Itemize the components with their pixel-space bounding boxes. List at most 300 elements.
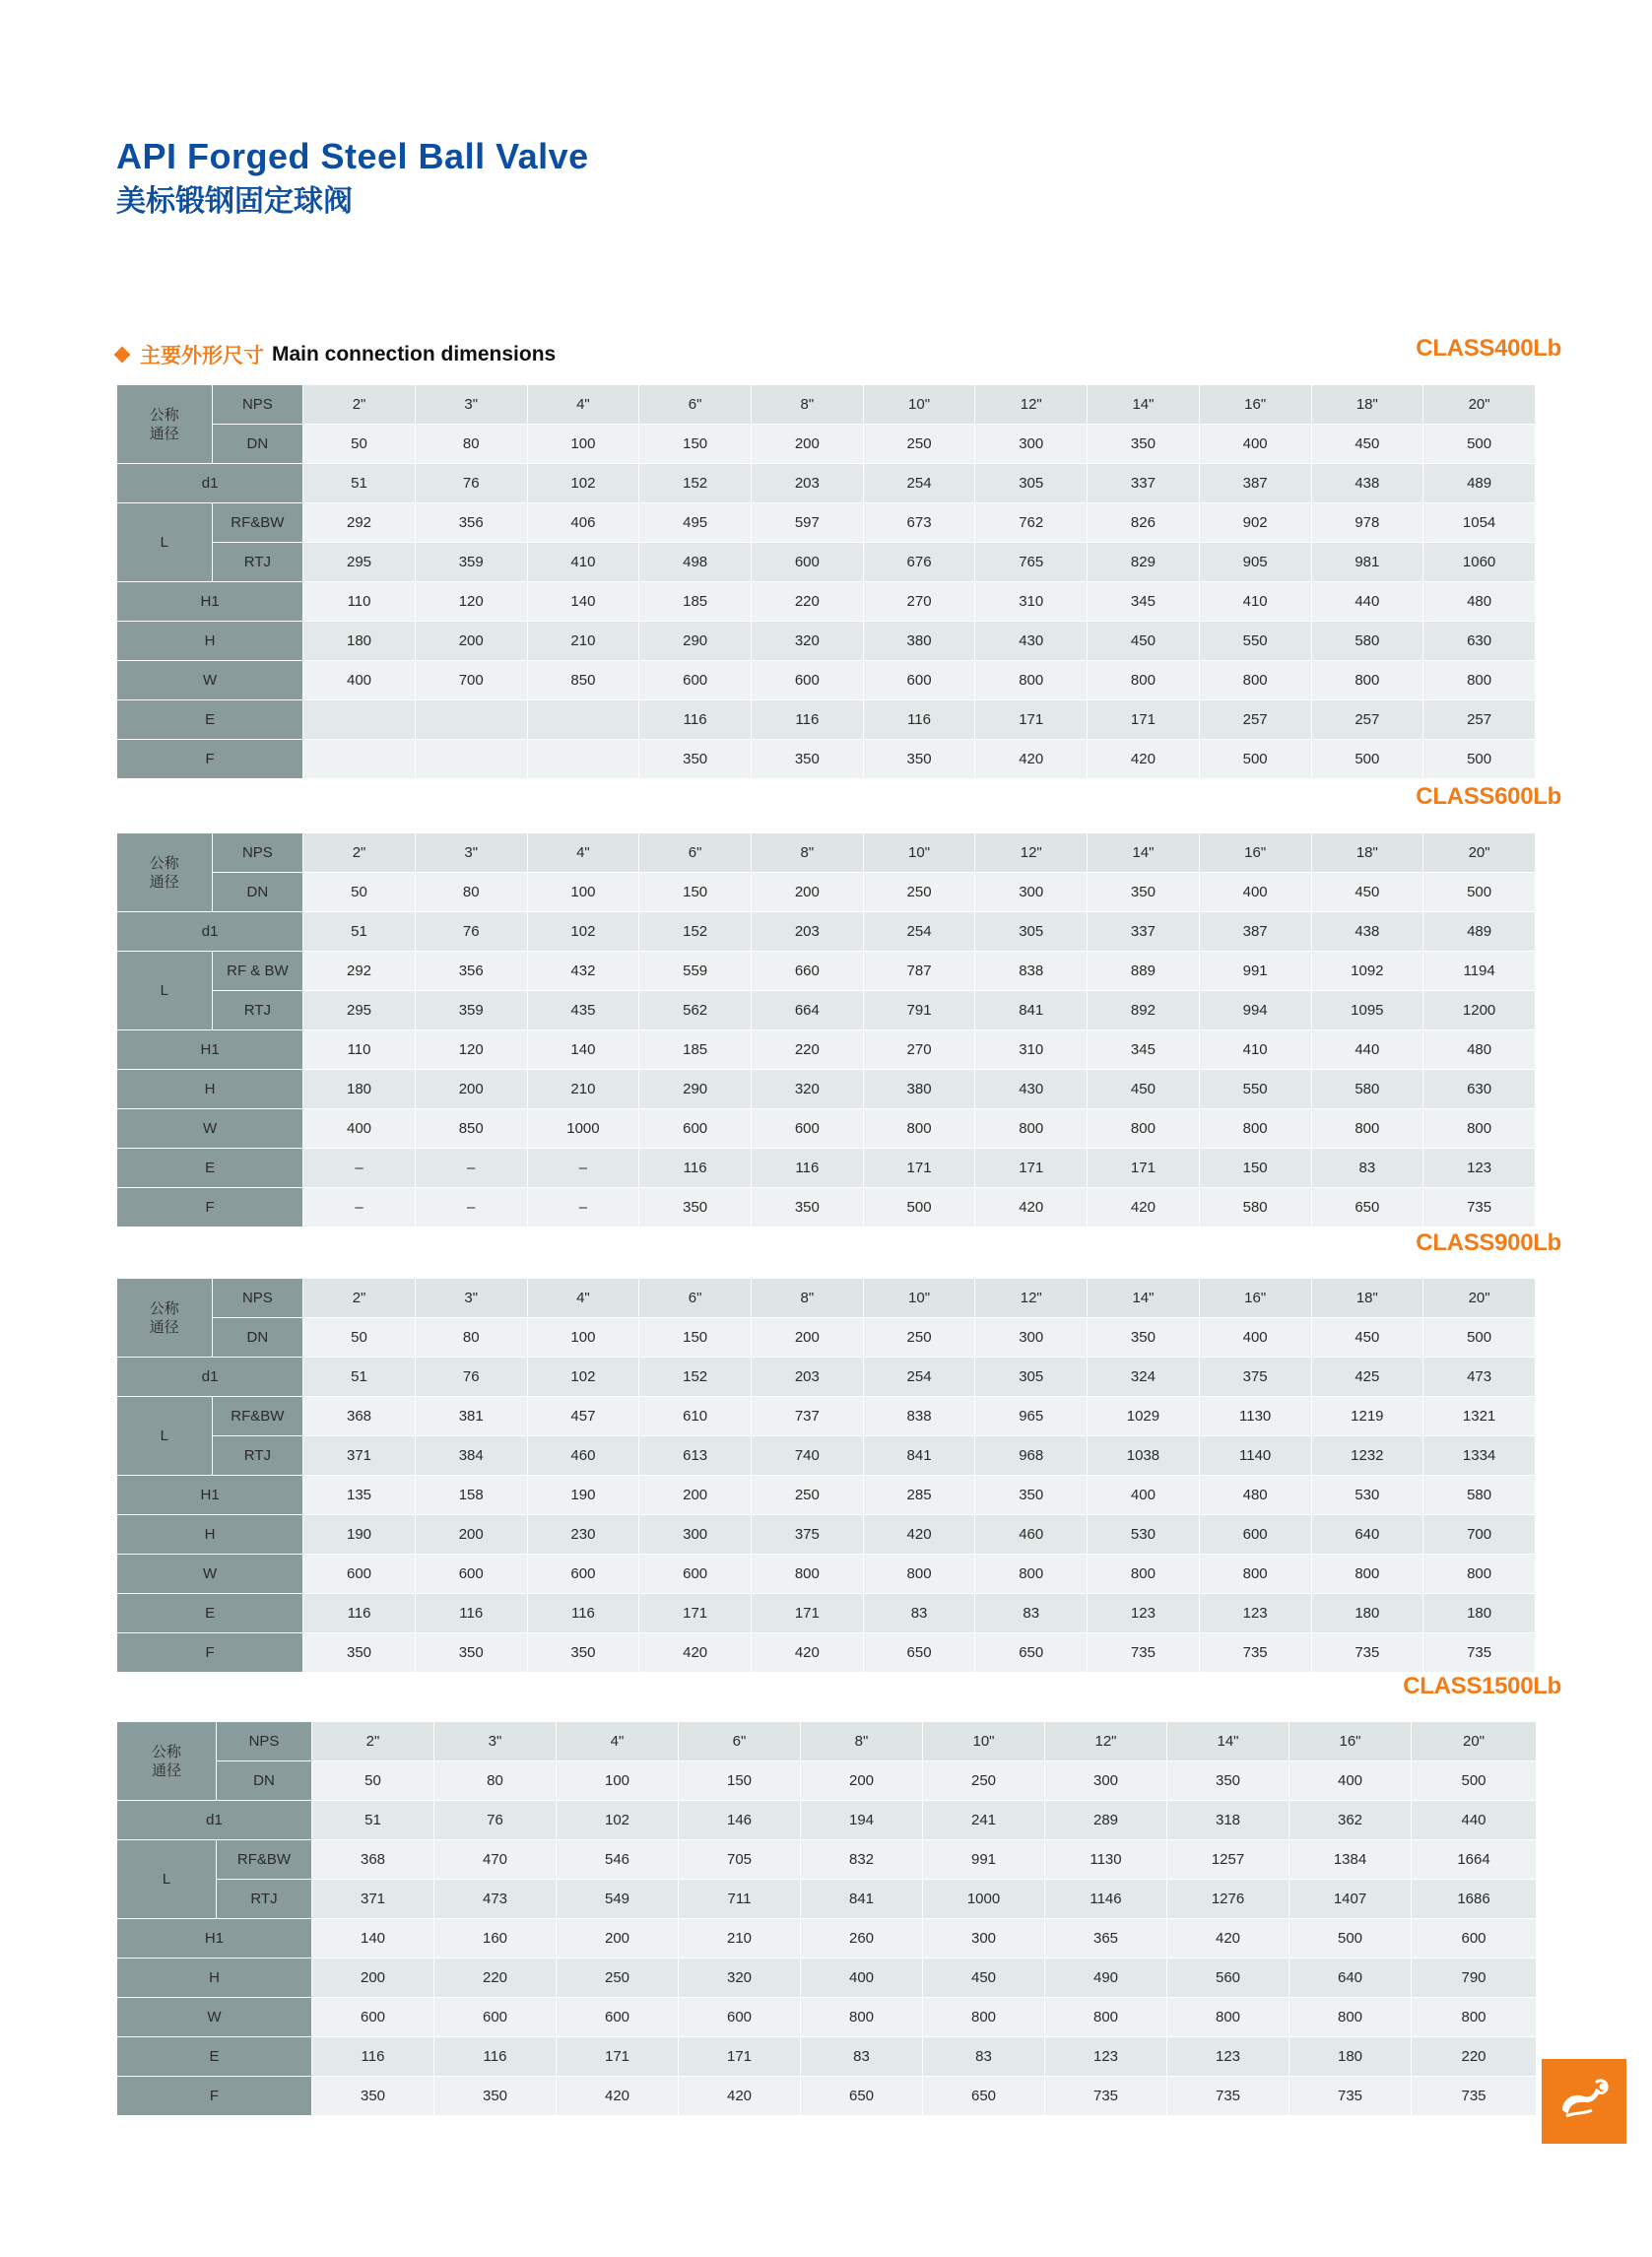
cell-nps-4: 8" bbox=[751, 833, 863, 873]
cell-w-7: 800 bbox=[1167, 1998, 1289, 2037]
table-row bbox=[117, 1880, 1537, 1919]
cell-nps-9: 18" bbox=[1311, 1279, 1423, 1318]
table-row bbox=[117, 912, 1536, 952]
cell-rfbw-10: 1321 bbox=[1423, 1397, 1536, 1436]
cell-e-2: 171 bbox=[557, 2037, 679, 2077]
cell-h-8: 600 bbox=[1199, 1515, 1311, 1555]
row-label-e: E bbox=[117, 1594, 303, 1633]
cell-h-3: 290 bbox=[639, 1070, 752, 1109]
cell-d1-9: 438 bbox=[1311, 464, 1423, 503]
cell-rfbw-5: 991 bbox=[923, 1840, 1045, 1880]
cell-d1-0: 51 bbox=[303, 464, 416, 503]
cell-nps-4: 8" bbox=[801, 1722, 923, 1761]
cell-d1-3: 152 bbox=[639, 1358, 752, 1397]
row-label-e: E bbox=[117, 1149, 303, 1188]
cell-h1-10: 480 bbox=[1423, 582, 1536, 622]
cell-rtj-9: 1232 bbox=[1311, 1436, 1423, 1476]
cell-f-4: 420 bbox=[751, 1633, 863, 1673]
table-row bbox=[117, 582, 1536, 622]
cell-dn-0: 50 bbox=[303, 1318, 416, 1358]
cell-d1-1: 76 bbox=[415, 912, 527, 952]
cell-d1-5: 241 bbox=[923, 1801, 1045, 1840]
cell-nps-2: 4" bbox=[527, 1279, 639, 1318]
cell-dn-8: 400 bbox=[1289, 1761, 1412, 1801]
cell-d1-0: 51 bbox=[303, 1358, 416, 1397]
cell-d1-5: 254 bbox=[863, 912, 975, 952]
table-row bbox=[117, 1149, 1536, 1188]
cell-rfbw-6: 965 bbox=[975, 1397, 1088, 1436]
cell-d1-1: 76 bbox=[415, 1358, 527, 1397]
table-row bbox=[117, 1919, 1537, 1958]
cell-f-6: 735 bbox=[1045, 2077, 1167, 2116]
cell-dn-0: 50 bbox=[303, 425, 416, 464]
cell-nps-2: 4" bbox=[527, 833, 639, 873]
cell-d1-8: 362 bbox=[1289, 1801, 1412, 1840]
cell-h1-2: 140 bbox=[527, 582, 639, 622]
cell-h1-9: 440 bbox=[1311, 1030, 1423, 1070]
cell-f-1: 350 bbox=[434, 2077, 557, 2116]
cell-h-7: 450 bbox=[1088, 622, 1200, 661]
cell-dn-0: 50 bbox=[312, 1761, 434, 1801]
cell-w-9: 800 bbox=[1311, 1555, 1423, 1594]
cell-h-6: 490 bbox=[1045, 1958, 1167, 1998]
row-label-l: L bbox=[117, 503, 213, 582]
cell-rtj-6: 765 bbox=[975, 543, 1088, 582]
cell-w-10: 800 bbox=[1423, 1555, 1536, 1594]
table-row bbox=[117, 464, 1536, 503]
cell-w-4: 800 bbox=[751, 1555, 863, 1594]
cell-dn-9: 450 bbox=[1311, 1318, 1423, 1358]
row-label-rf-bw: RF&BW bbox=[217, 1840, 312, 1880]
cell-dn-5: 250 bbox=[923, 1761, 1045, 1801]
class-label-900: CLASS900Lb bbox=[1416, 1229, 1561, 1256]
cell-rfbw-9: 1219 bbox=[1311, 1397, 1423, 1436]
row-label-rtj: RTJ bbox=[212, 543, 303, 582]
cell-h-0: 180 bbox=[303, 622, 416, 661]
table-row bbox=[117, 952, 1536, 991]
cell-rfbw-9: 978 bbox=[1311, 503, 1423, 543]
cell-rtj-2: 435 bbox=[527, 991, 639, 1030]
cell-dn-2: 100 bbox=[527, 425, 639, 464]
cell-e-8: 150 bbox=[1199, 1149, 1311, 1188]
cell-f-2: 420 bbox=[557, 2077, 679, 2116]
cell-f-8: 735 bbox=[1199, 1633, 1311, 1673]
row-label-nominal-diameter: 公称 通径 bbox=[117, 833, 213, 912]
cell-f-5: 500 bbox=[863, 1188, 975, 1228]
cell-rtj-10: 1060 bbox=[1423, 543, 1536, 582]
row-label-w: W bbox=[117, 1555, 303, 1594]
cell-rtj-4: 841 bbox=[801, 1880, 923, 1919]
table-row bbox=[117, 1998, 1537, 2037]
cell-e-2: – bbox=[527, 1149, 639, 1188]
cell-w-6: 800 bbox=[975, 1109, 1088, 1149]
row-label-nominal-diameter: 公称 通径 bbox=[117, 1722, 217, 1801]
cell-nps-9: 18" bbox=[1311, 833, 1423, 873]
table-row bbox=[117, 1109, 1536, 1149]
cell-f-4: 650 bbox=[801, 2077, 923, 2116]
cell-nps-2: 4" bbox=[557, 1722, 679, 1761]
cell-nps-3: 6" bbox=[639, 385, 752, 425]
cell-d1-4: 203 bbox=[751, 912, 863, 952]
cell-dn-7: 350 bbox=[1088, 1318, 1200, 1358]
table-row bbox=[117, 700, 1536, 740]
cell-d1-3: 146 bbox=[679, 1801, 801, 1840]
cell-w-2: 600 bbox=[527, 1555, 639, 1594]
table-row bbox=[117, 1436, 1536, 1476]
cell-dn-1: 80 bbox=[415, 425, 527, 464]
cell-h1-10: 480 bbox=[1423, 1030, 1536, 1070]
cell-w-5: 800 bbox=[863, 1555, 975, 1594]
cell-rfbw-8: 1130 bbox=[1199, 1397, 1311, 1436]
cell-d1-2: 102 bbox=[527, 464, 639, 503]
cell-f-7: 420 bbox=[1088, 1188, 1200, 1228]
row-label-d1: d1 bbox=[117, 912, 303, 952]
cell-f-4: 350 bbox=[751, 740, 863, 779]
cell-rtj-9: 981 bbox=[1311, 543, 1423, 582]
table-row bbox=[117, 503, 1536, 543]
cell-rtj-0: 371 bbox=[312, 1880, 434, 1919]
cell-w-9: 800 bbox=[1311, 1109, 1423, 1149]
cell-nps-5: 10" bbox=[863, 833, 975, 873]
cell-rfbw-1: 356 bbox=[415, 952, 527, 991]
cell-nps-5: 10" bbox=[863, 385, 975, 425]
cell-rtj-3: 613 bbox=[639, 1436, 752, 1476]
cell-e-5: 116 bbox=[863, 700, 975, 740]
cell-e-2: 116 bbox=[527, 1594, 639, 1633]
cell-e-1: 116 bbox=[415, 1594, 527, 1633]
cell-h-7: 530 bbox=[1088, 1515, 1200, 1555]
cell-h1-0: 110 bbox=[303, 582, 416, 622]
cell-nps-2: 4" bbox=[527, 385, 639, 425]
cell-rtj-6: 841 bbox=[975, 991, 1088, 1030]
cell-rtj-3: 562 bbox=[639, 991, 752, 1030]
cell-nps-10: 20" bbox=[1423, 833, 1536, 873]
cell-nps-10: 20" bbox=[1423, 1279, 1536, 1318]
cell-f-0: – bbox=[303, 1188, 416, 1228]
cell-h1-4: 220 bbox=[751, 582, 863, 622]
cell-h-10: 630 bbox=[1423, 1070, 1536, 1109]
cell-e-0: – bbox=[303, 1149, 416, 1188]
cell-rtj-7: 1276 bbox=[1167, 1880, 1289, 1919]
cell-h-4: 400 bbox=[801, 1958, 923, 1998]
cell-d1-7: 337 bbox=[1088, 912, 1200, 952]
cell-h1-3: 185 bbox=[639, 1030, 752, 1070]
cell-f-9: 650 bbox=[1311, 1188, 1423, 1228]
cell-rfbw-6: 1130 bbox=[1045, 1840, 1167, 1880]
cell-h1-0: 135 bbox=[303, 1476, 416, 1515]
cell-nps-3: 6" bbox=[679, 1722, 801, 1761]
cell-rtj-8: 1407 bbox=[1289, 1880, 1412, 1919]
cell-h-2: 210 bbox=[527, 622, 639, 661]
cell-h1-3: 200 bbox=[639, 1476, 752, 1515]
cell-h-9: 790 bbox=[1412, 1958, 1537, 1998]
cell-h1-7: 345 bbox=[1088, 582, 1200, 622]
cell-h-10: 700 bbox=[1423, 1515, 1536, 1555]
cell-w-4: 600 bbox=[751, 1109, 863, 1149]
cell-rfbw-9: 1664 bbox=[1412, 1840, 1537, 1880]
cell-e-8: 180 bbox=[1289, 2037, 1412, 2077]
cell-e-7: 171 bbox=[1088, 1149, 1200, 1188]
cell-dn-3: 150 bbox=[639, 873, 752, 912]
cell-nps-8: 16" bbox=[1199, 1279, 1311, 1318]
cell-w-1: 700 bbox=[415, 661, 527, 700]
cell-h-0: 180 bbox=[303, 1070, 416, 1109]
cell-rfbw-2: 406 bbox=[527, 503, 639, 543]
cell-rfbw-10: 1194 bbox=[1423, 952, 1536, 991]
cell-h-5: 380 bbox=[863, 622, 975, 661]
cell-rfbw-2: 457 bbox=[527, 1397, 639, 1436]
cell-h1-9: 530 bbox=[1311, 1476, 1423, 1515]
cell-h-8: 550 bbox=[1199, 1070, 1311, 1109]
cell-h-3: 290 bbox=[639, 622, 752, 661]
cell-h1-5: 285 bbox=[863, 1476, 975, 1515]
cell-f-0 bbox=[303, 740, 416, 779]
cell-f-1: – bbox=[415, 1188, 527, 1228]
cell-e-10: 180 bbox=[1423, 1594, 1536, 1633]
cell-dn-9: 500 bbox=[1412, 1761, 1537, 1801]
section-heading-chinese: 主要外形尺寸 bbox=[140, 344, 264, 367]
row-label-e: E bbox=[117, 2037, 312, 2077]
cell-w-8: 800 bbox=[1289, 1998, 1412, 2037]
cell-f-10: 500 bbox=[1423, 740, 1536, 779]
cell-rtj-0: 295 bbox=[303, 991, 416, 1030]
cell-h1-9: 600 bbox=[1412, 1919, 1537, 1958]
cell-f-9: 500 bbox=[1311, 740, 1423, 779]
row-label-e: E bbox=[117, 700, 303, 740]
cell-h1-5: 300 bbox=[923, 1919, 1045, 1958]
cell-d1-10: 489 bbox=[1423, 464, 1536, 503]
cell-rtj-8: 905 bbox=[1199, 543, 1311, 582]
cell-e-2 bbox=[527, 700, 639, 740]
cell-d1-5: 254 bbox=[863, 1358, 975, 1397]
cell-w-3: 600 bbox=[639, 1555, 752, 1594]
class-label-1500: CLASS1500Lb bbox=[1403, 1673, 1561, 1699]
cell-w-6: 800 bbox=[975, 661, 1088, 700]
cell-e-6: 83 bbox=[975, 1594, 1088, 1633]
cell-w-3: 600 bbox=[639, 661, 752, 700]
cell-w-5: 800 bbox=[923, 1998, 1045, 2037]
row-label-rtj: RTJ bbox=[217, 1880, 312, 1919]
cell-h-8: 550 bbox=[1199, 622, 1311, 661]
cell-nps-0: 2" bbox=[312, 1722, 434, 1761]
table-row bbox=[117, 622, 1536, 661]
cell-d1-6: 305 bbox=[975, 912, 1088, 952]
table-row bbox=[117, 1958, 1537, 1998]
cell-w-4: 800 bbox=[801, 1998, 923, 2037]
cell-rtj-5: 1000 bbox=[923, 1880, 1045, 1919]
cell-f-4: 350 bbox=[751, 1188, 863, 1228]
cell-h-5: 450 bbox=[923, 1958, 1045, 1998]
cell-nps-10: 20" bbox=[1423, 385, 1536, 425]
cell-h1-3: 210 bbox=[679, 1919, 801, 1958]
cell-dn-8: 400 bbox=[1199, 425, 1311, 464]
table-row bbox=[117, 661, 1536, 700]
cell-h1-1: 120 bbox=[415, 1030, 527, 1070]
cell-nps-6: 12" bbox=[975, 385, 1088, 425]
cell-h-1: 200 bbox=[415, 1515, 527, 1555]
cell-d1-10: 473 bbox=[1423, 1358, 1536, 1397]
cell-nps-6: 12" bbox=[975, 1279, 1088, 1318]
cell-dn-10: 500 bbox=[1423, 1318, 1536, 1358]
cell-h1-2: 190 bbox=[527, 1476, 639, 1515]
cell-h1-5: 270 bbox=[863, 582, 975, 622]
cell-dn-3: 150 bbox=[679, 1761, 801, 1801]
cell-rtj-1: 359 bbox=[415, 991, 527, 1030]
cell-dn-5: 250 bbox=[863, 1318, 975, 1358]
cell-rfbw-9: 1092 bbox=[1311, 952, 1423, 991]
cell-w-6: 800 bbox=[975, 1555, 1088, 1594]
page-title: API Forged Steel Ball Valve bbox=[116, 136, 589, 176]
cell-dn-4: 200 bbox=[801, 1761, 923, 1801]
row-label-dn: DN bbox=[212, 1318, 303, 1358]
cell-h1-8: 410 bbox=[1199, 1030, 1311, 1070]
row-label-d1: d1 bbox=[117, 1801, 312, 1840]
cell-h1-2: 140 bbox=[527, 1030, 639, 1070]
cell-nps-3: 6" bbox=[639, 833, 752, 873]
cell-rtj-2: 460 bbox=[527, 1436, 639, 1476]
cell-e-0: 116 bbox=[312, 2037, 434, 2077]
cell-d1-4: 194 bbox=[801, 1801, 923, 1840]
cell-h-2: 210 bbox=[527, 1070, 639, 1109]
cell-e-3: 171 bbox=[639, 1594, 752, 1633]
cell-dn-7: 350 bbox=[1167, 1761, 1289, 1801]
cell-w-0: 400 bbox=[303, 1109, 416, 1149]
cell-d1-6: 305 bbox=[975, 1358, 1088, 1397]
row-label-f: F bbox=[117, 2077, 312, 2116]
cell-nps-0: 2" bbox=[303, 1279, 416, 1318]
cell-w-7: 800 bbox=[1088, 1555, 1200, 1594]
cell-h1-0: 140 bbox=[312, 1919, 434, 1958]
page-header bbox=[116, 136, 589, 221]
cell-d1-1: 76 bbox=[415, 464, 527, 503]
cell-h-9: 640 bbox=[1311, 1515, 1423, 1555]
cell-h1-4: 250 bbox=[751, 1476, 863, 1515]
cell-rfbw-7: 1257 bbox=[1167, 1840, 1289, 1880]
cell-d1-3: 152 bbox=[639, 912, 752, 952]
cell-w-8: 800 bbox=[1199, 661, 1311, 700]
cell-h-5: 420 bbox=[863, 1515, 975, 1555]
cell-w-5: 600 bbox=[863, 661, 975, 700]
cell-rtj-4: 740 bbox=[751, 1436, 863, 1476]
cell-rfbw-1: 356 bbox=[415, 503, 527, 543]
cell-dn-3: 150 bbox=[639, 425, 752, 464]
dimensions-table-1500 bbox=[116, 1721, 1537, 2116]
cell-rfbw-10: 1054 bbox=[1423, 503, 1536, 543]
cell-rfbw-3: 705 bbox=[679, 1840, 801, 1880]
cell-d1-4: 203 bbox=[751, 1358, 863, 1397]
cell-f-2: – bbox=[527, 1188, 639, 1228]
cell-dn-9: 450 bbox=[1311, 873, 1423, 912]
cell-rtj-9: 1686 bbox=[1412, 1880, 1537, 1919]
cell-nps-7: 14" bbox=[1167, 1722, 1289, 1761]
cell-h1-8: 410 bbox=[1199, 582, 1311, 622]
cell-e-6: 171 bbox=[975, 700, 1088, 740]
row-label-nominal-diameter: 公称 通径 bbox=[117, 385, 213, 464]
table-row bbox=[117, 543, 1536, 582]
cell-rtj-5: 841 bbox=[863, 1436, 975, 1476]
table-row bbox=[117, 425, 1536, 464]
cell-h1-7: 400 bbox=[1088, 1476, 1200, 1515]
cell-rtj-0: 295 bbox=[303, 543, 416, 582]
table-row bbox=[117, 2037, 1537, 2077]
cell-h1-6: 365 bbox=[1045, 1919, 1167, 1958]
cell-dn-3: 150 bbox=[639, 1318, 752, 1358]
cell-w-10: 800 bbox=[1423, 1109, 1536, 1149]
cell-dn-4: 200 bbox=[751, 425, 863, 464]
row-label-rf-bw: RF & BW bbox=[212, 952, 303, 991]
cell-h1-4: 220 bbox=[751, 1030, 863, 1070]
cell-w-2: 850 bbox=[527, 661, 639, 700]
cell-h1-8: 480 bbox=[1199, 1476, 1311, 1515]
cell-e-4: 116 bbox=[751, 700, 863, 740]
table-row bbox=[117, 1476, 1536, 1515]
cell-h-3: 300 bbox=[639, 1515, 752, 1555]
table-row bbox=[117, 1840, 1537, 1880]
cell-e-4: 171 bbox=[751, 1594, 863, 1633]
cell-h-2: 230 bbox=[527, 1515, 639, 1555]
cell-rfbw-7: 826 bbox=[1088, 503, 1200, 543]
cell-dn-2: 100 bbox=[557, 1761, 679, 1801]
cell-f-5: 650 bbox=[863, 1633, 975, 1673]
cell-e-8: 123 bbox=[1199, 1594, 1311, 1633]
row-label-d1: d1 bbox=[117, 1358, 303, 1397]
cell-rfbw-4: 597 bbox=[751, 503, 863, 543]
cell-nps-0: 2" bbox=[303, 833, 416, 873]
row-label-h1: H1 bbox=[117, 582, 303, 622]
cell-f-6: 650 bbox=[975, 1633, 1088, 1673]
class-label-400: CLASS400Lb bbox=[1416, 335, 1561, 362]
cell-w-3: 600 bbox=[639, 1109, 752, 1149]
section-heading-english: Main connection dimensions bbox=[272, 343, 557, 365]
cell-dn-6: 300 bbox=[975, 425, 1088, 464]
table-row bbox=[117, 833, 1536, 873]
cell-dn-7: 350 bbox=[1088, 425, 1200, 464]
row-label-w: W bbox=[117, 661, 303, 700]
cell-e-7: 123 bbox=[1167, 2037, 1289, 2077]
cell-h-9: 580 bbox=[1311, 622, 1423, 661]
row-label-h1: H1 bbox=[117, 1919, 312, 1958]
cell-h1-10: 580 bbox=[1423, 1476, 1536, 1515]
cell-rtj-8: 994 bbox=[1199, 991, 1311, 1030]
cell-e-1: – bbox=[415, 1149, 527, 1188]
cell-rtj-1: 473 bbox=[434, 1880, 557, 1919]
cell-dn-7: 350 bbox=[1088, 873, 1200, 912]
table-row bbox=[117, 873, 1536, 912]
row-label-nps: NPS bbox=[212, 833, 303, 873]
row-label-nps: NPS bbox=[217, 1722, 312, 1761]
cell-h-7: 560 bbox=[1167, 1958, 1289, 1998]
cell-f-8: 735 bbox=[1289, 2077, 1412, 2116]
cell-h-1: 200 bbox=[415, 622, 527, 661]
cell-d1-0: 51 bbox=[303, 912, 416, 952]
cell-dn-1: 80 bbox=[415, 873, 527, 912]
cell-f-7: 735 bbox=[1167, 2077, 1289, 2116]
cell-h-6: 430 bbox=[975, 622, 1088, 661]
cell-rfbw-2: 546 bbox=[557, 1840, 679, 1880]
cell-w-8: 800 bbox=[1199, 1555, 1311, 1594]
cell-w-7: 800 bbox=[1088, 661, 1200, 700]
cell-h1-0: 110 bbox=[303, 1030, 416, 1070]
cell-h-3: 320 bbox=[679, 1958, 801, 1998]
row-label-l: L bbox=[117, 952, 213, 1030]
cell-h-1: 200 bbox=[415, 1070, 527, 1109]
table-row bbox=[117, 1070, 1536, 1109]
cell-e-10: 257 bbox=[1423, 700, 1536, 740]
cell-nps-1: 3" bbox=[415, 1279, 527, 1318]
cell-e-9: 180 bbox=[1311, 1594, 1423, 1633]
cell-dn-5: 250 bbox=[863, 873, 975, 912]
row-label-dn: DN bbox=[212, 873, 303, 912]
